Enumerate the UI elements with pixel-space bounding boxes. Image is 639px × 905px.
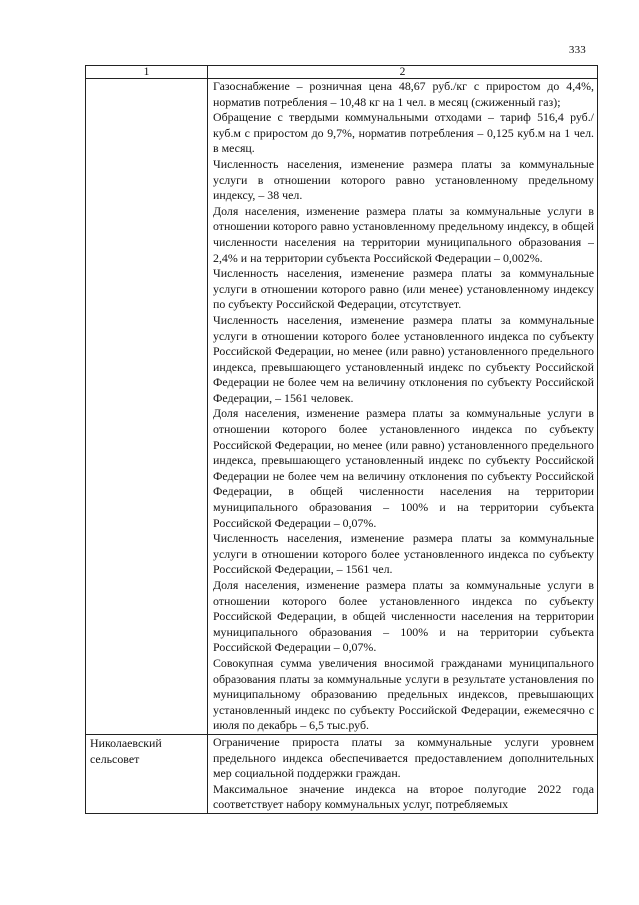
row-content <box>208 79 598 735</box>
row-content <box>208 734 598 813</box>
paragraph-limitation-support: Ограничение прироста платы за коммунальные услуги уровнем предельного индекса обеспечивается предоставлением дополнительных мер социальной поддержки граждан. <box>213 734 594 781</box>
document-table <box>85 65 598 814</box>
table-header-row <box>86 66 598 79</box>
paragraph-share-above-index: Доля населения, изменение размера платы за коммунальные услуги в отношении которого более установленного индекса по субъекту Российской Федерации, в общей численности населения на территории муниципального образования – 100% и на территории субъекта Российской Федерации – 0,07%. <box>213 578 594 655</box>
column-header-1: 1 <box>86 66 208 79</box>
table-row <box>86 734 598 813</box>
page-number: 333 <box>568 44 586 56</box>
paragraph-share-equal-limit: Доля населения, изменение размера платы за коммунальные услуги в отношении которого равно установленному предельному индексу, в общей численности населения на территории муниципального образования – 2,4% и на территории субъекта Российской Федерации – 0,002%. <box>213 203 594 265</box>
paragraph-total-increase: Совокупная сумма увеличения вносимой гражданами муниципального образования платы за коммунальные услуги в результате установления по муниципальному образованию предельных индексов, превышающих установленный индекс по субъекту Российской Федерации, ежемесячно с июля по декабрь – 6,5 тыс.руб. <box>213 655 594 733</box>
paragraph-population-below-index: Численность населения, изменение размера платы за коммунальные услуги в отношении которого равно (или менее) установленному индексу по субъекту Российской Федерации, отсутствует. <box>213 266 594 312</box>
paragraph-population-above-index-within-deviation: Численность населения, изменение размера платы за коммунальные услуги в отношении которого более установленного индекса по субъекту Российской Федерации, но менее (или равно) установленного предельного индекса, превышающего установленный индекс по субъекту Российской Федерации не более чем на величину отклонения по субъекту Российской Федерации, – 1561 человек. <box>213 312 594 405</box>
paragraph-share-above-index-within-deviation: Доля населения, изменение размера платы за коммунальные услуги в отношении которого более установленного индекса по субъекту Российской Федерации, но менее (или равно) установленного предельного индекса, превышающего установленный индекс по субъекту Российской Федерации не более чем на величину отклонения по субъекту Российской Федерации, в общей численности населения на территории муниципального образования – 100% и на территории субъекта Российской Федерации – 0,07%. <box>213 406 594 530</box>
row-label: Николаевский сельсовет <box>86 734 208 813</box>
paragraph-population-above-index: Численность населения, изменение размера платы за коммунальные услуги в отношении которого более установленного индекса по субъекту Российской Федерации, – 1561 чел. <box>213 531 594 577</box>
paragraph-max-index: Максимальное значение индекса на второе полугодие 2022 года соответствует набору коммунальных услуг, потребляемых <box>213 781 594 812</box>
column-header-2: 2 <box>208 66 598 79</box>
paragraph-gas-supply: Газоснабжение – розничная цена 48,67 руб./кг с приростом до 4,4%, норматив потребления – 10,48 кг на 1 чел. в месяц (сжиженный газ); <box>213 79 594 109</box>
paragraph-solid-waste: Обращение с твердыми коммунальными отходами – тариф 516,4 руб./куб.м с приростом до 9,7%, норматив потребления – 0,125 куб.м на 1 чел. в месяц. <box>213 110 594 156</box>
paragraph-population-equal-limit: Численность населения, изменение размера платы за коммунальные услуги в отношении которого равно установленному предельному индексу, – 38 чел. <box>213 156 594 203</box>
table-row <box>86 79 598 735</box>
row-label <box>86 79 208 735</box>
